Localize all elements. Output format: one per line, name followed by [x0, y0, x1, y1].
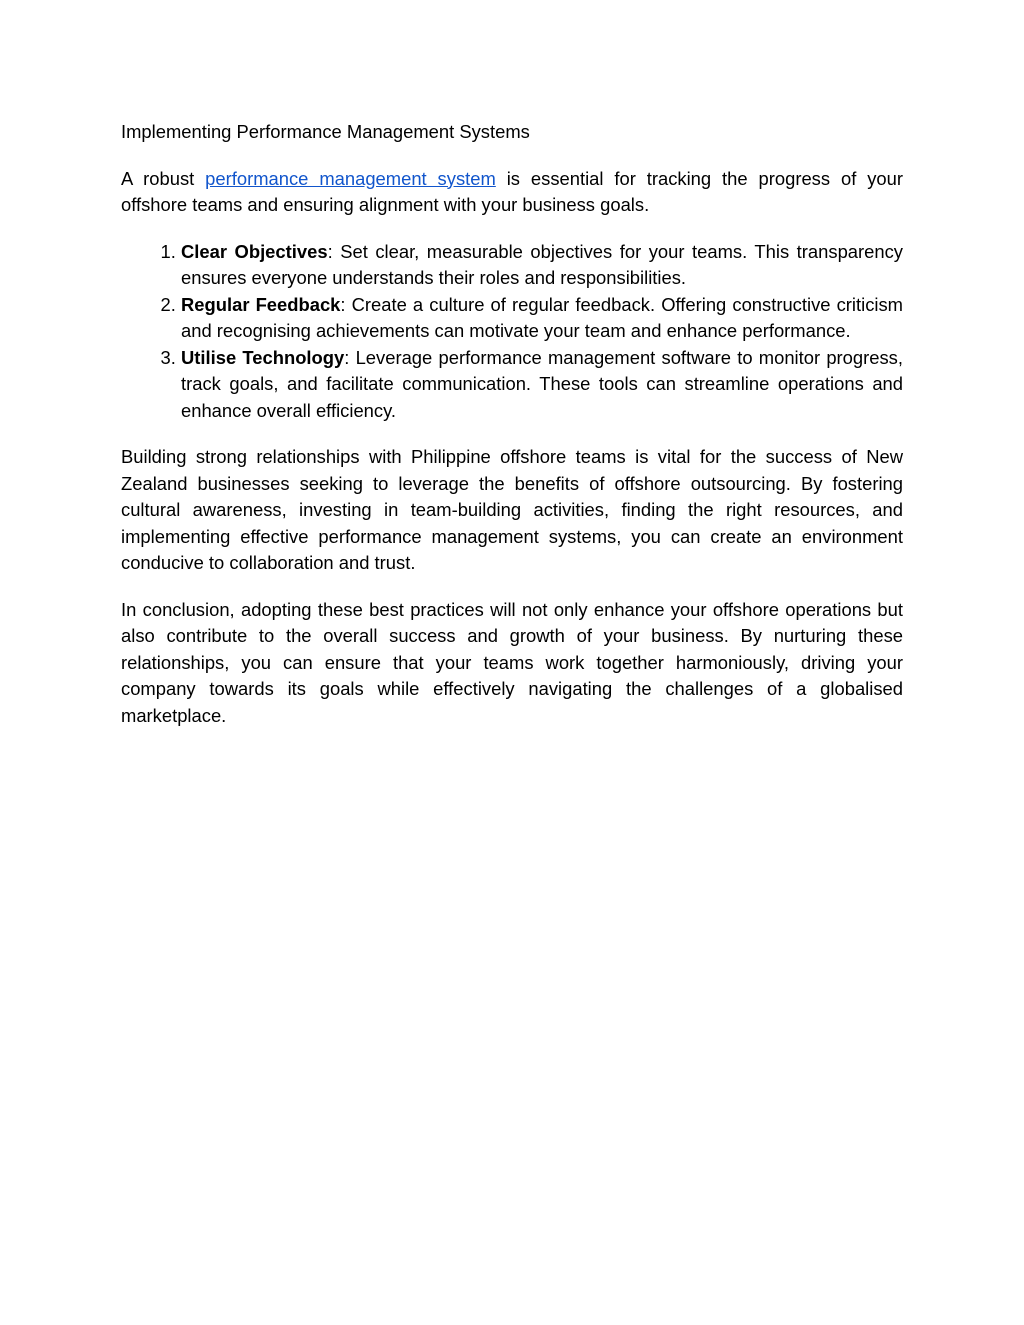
performance-management-system-link[interactable]: performance management system [205, 167, 496, 189]
relationships-paragraph: Building strong relationships with Philippine offshore teams is vital for the success of New Zealand businesses seeking to leverage the benefits of offshore outsourcing. By fostering cultural awareness, investing in team-building activities, finding the right resources, and implementing effective performance management systems, you can create an environment conducive to collaboration and trust. [121, 446, 903, 573]
list-item-term: Regular Feedback [181, 293, 341, 315]
best-practices-list [121, 239, 903, 425]
intro-text-before: A robust [121, 167, 206, 189]
list-item-text: : Set clear, measurable objectives for your teams. This transparency ensures everyone understands their roles and responsibilities. [181, 240, 903, 288]
list-item [181, 292, 903, 345]
list-item-term: Utilise Technology [181, 346, 345, 368]
document-page [121, 119, 903, 749]
list-item [181, 239, 903, 292]
intro-paragraph [121, 166, 903, 219]
list-item-text: : Create a culture of regular feedback. Offering constructive criticism and recognising achievements can motivate your team and enhance performance. [181, 293, 903, 341]
list-item-text: : Leverage performance management software to monitor progress, track goals, and facilitate communication. These tools can streamline operations and enhance overall efficiency. [181, 346, 903, 421]
intro-text-after: is essential for tracking the progress of your offshore teams and ensuring alignment with your business goals. [121, 167, 903, 215]
list-item [181, 345, 903, 425]
list-item-term: Clear Objectives [181, 240, 328, 262]
section-heading: Implementing Performance Management Systems [121, 121, 530, 142]
conclusion-paragraph: In conclusion, adopting these best practices will not only enhance your offshore operations but also contribute to the overall success and growth of your business. By nurturing these relationships, you can ensure that your teams work together harmoniously, driving your company towards its goals while effectively navigating the challenges of a globalised marketplace. [121, 598, 903, 726]
